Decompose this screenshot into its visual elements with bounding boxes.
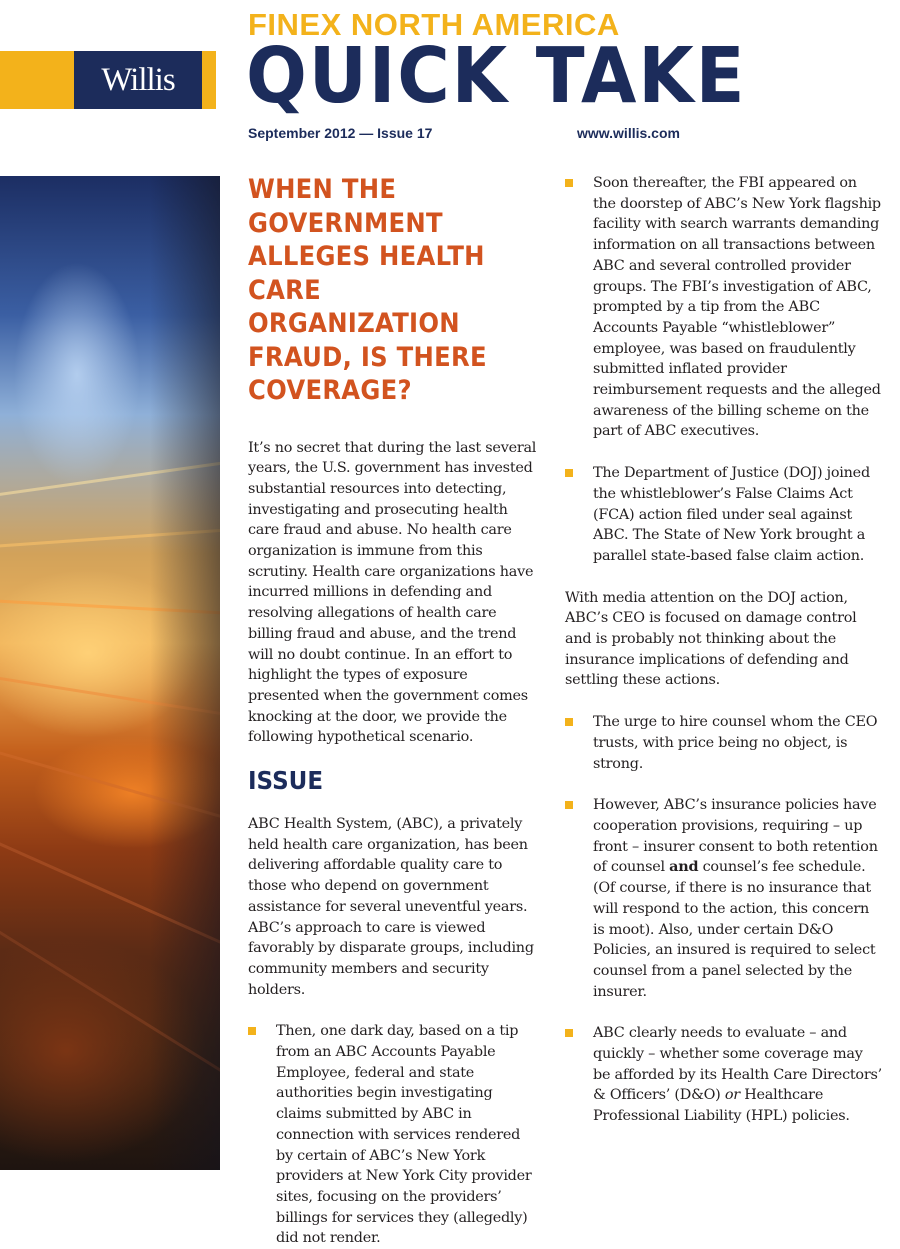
list-item xyxy=(565,795,883,1002)
brand-bar-left xyxy=(0,51,74,109)
list-item xyxy=(565,173,883,442)
article-headline: WHEN THE GOVERNMENT ALLEGES HEALTH CARE ORGANIZATION FRAUD, IS THERE COVERAGE? xyxy=(248,174,487,406)
bullet-text: Then, one dark day, based on a tip from an ABC Accounts Payable Employee, federal and state authorities begin investigating claims submitted by ABC in connection with services rendered by certain of ABC’s New York providers at New York City provider sites, focusing on the providers’ billings for services they (allegedly) did not render. xyxy=(276,1023,532,1247)
list-item xyxy=(565,463,883,567)
bullet-text: ABC clearly needs to evaluate – and quickly – whether some coverage may be afforded by its Health Care Directors’ & Officers’ (D&O) or Healthcare Professional Liability (HPL) policies. xyxy=(593,1025,882,1125)
motion-blur-photo xyxy=(0,176,220,1170)
bullet-square-icon xyxy=(565,801,573,809)
article-column-right xyxy=(565,173,883,1127)
brand-bar-right xyxy=(202,51,216,109)
issue-paragraph: ABC Health System, (ABC), a privately held health care organization, has been delivering affordable quality care to those who depend on government assistance for several uneventful years. ABC’s approach to care is viewed favorably by disparate groups, including community members and security holders. xyxy=(248,816,534,998)
article-column-left xyxy=(248,173,538,1249)
bullet-square-icon xyxy=(565,1029,573,1037)
publication-title: QUICK TAKE xyxy=(246,32,747,121)
bullet-square-icon xyxy=(565,469,573,477)
publication-kicker: FINEX NORTH AMERICA xyxy=(248,7,620,42)
list-item xyxy=(565,1023,883,1127)
website-link[interactable]: www.willis.com xyxy=(577,125,680,141)
media-paragraph: With media attention on the DOJ action, ABC’s CEO is focused on damage control and is probably not thinking about the insurance implications of defending and settling these actions. xyxy=(565,589,857,689)
bullet-square-icon xyxy=(565,718,573,726)
bullet-text: The Department of Justice (DOJ) joined the whistleblower’s False Claims Act (FCA) action filed under seal against ABC. The State of New York brought a parallel state-based false claim action. xyxy=(593,465,870,564)
bullet-text: The urge to hire counsel whom the CEO trusts, with price being no object, is strong. xyxy=(593,714,878,772)
bullet-text: However, ABC’s insurance policies have cooperation provisions, requiring – up front – insurer consent to both retention of counsel and counsel’s fee schedule. (Of course, if there is no insurance that will respond to the action, this concern is moot). Also, under certain D&O Policies, an insured is required to select counsel from a panel selected by the insurer. xyxy=(593,797,878,1000)
willis-logo: Willis xyxy=(74,51,202,109)
issue-heading: ISSUE xyxy=(248,766,324,796)
list-item xyxy=(565,712,883,774)
list-item xyxy=(248,1021,538,1249)
bullet-square-icon xyxy=(565,179,573,187)
intro-paragraph: It’s no secret that during the last several years, the U.S. government has invested substantial resources into detecting, investigating and prosecuting health care fraud and abuse. No health care organization is immune from this scrutiny. Health care organizations have incurred millions in defending and resolving allegations of health care billing fraud and abuse, and the trend will no doubt continue. In an effort to highlight the types of exposure presented when the government comes knocking at the door, we provide the following hypothetical scenario. xyxy=(248,439,537,746)
bullet-square-icon xyxy=(248,1027,256,1035)
issue-date: September 2012 — Issue 17 xyxy=(248,125,433,141)
bullet-text: Soon thereafter, the FBI appeared on the doorstep of ABC’s New York flagship facility with search warrants demanding information on all transactions between ABC and several controlled provider groups. The FBI’s investigation of ABC, prompted by a tip from the ABC Accounts Payable “whistleblower” employee, was based on fraudulently submitted inflated provider reimbursement requests and the alleged awareness of the billing scheme on the part of ABC executives. xyxy=(593,175,881,440)
